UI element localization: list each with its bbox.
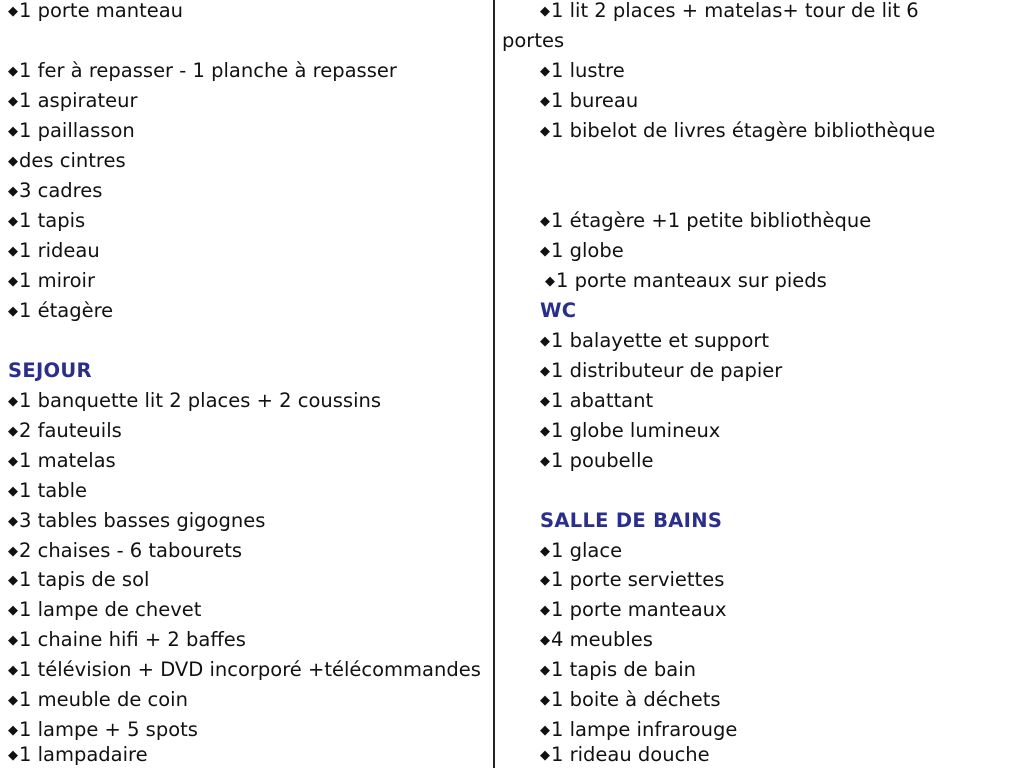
- list-item: ◆1 table: [8, 479, 87, 502]
- bullet-icon: ◆: [8, 214, 18, 229]
- list-item: ◆1 porte manteaux sur pieds: [545, 269, 827, 292]
- bullet-icon: ◆: [540, 693, 550, 708]
- bullet-icon: ◆: [8, 573, 18, 588]
- list-item: ◆1 rideau: [8, 239, 100, 262]
- bullet-icon: ◆: [8, 64, 18, 79]
- bullet-icon: ◆: [540, 748, 550, 763]
- column-divider: [493, 0, 495, 768]
- bullet-icon: ◆: [8, 244, 18, 259]
- list-item: ◆1 télévision + DVD incorporé +télécommandes: [8, 658, 481, 681]
- bullet-icon: ◆: [540, 573, 550, 588]
- list-item: ◆1 lustre: [540, 59, 625, 82]
- list-item: ◆1 porte manteau: [8, 0, 184, 22]
- bullet-icon: ◆: [540, 394, 550, 409]
- list-item: ◆1 porte manteaux: [540, 598, 727, 621]
- bullet-icon: ◆: [540, 424, 550, 439]
- list-item: ◆1 tapis: [8, 209, 86, 232]
- list-item: ◆1 bureau: [540, 89, 639, 112]
- bullet-icon: ◆: [8, 693, 18, 708]
- section-heading-salle-de-bains: SALLE DE BAINS: [540, 509, 723, 532]
- bullet-icon: ◆: [540, 723, 550, 738]
- list-item: ◆1 distributeur de papier: [540, 359, 783, 382]
- list-item: ◆1 lampadaire: [8, 743, 148, 766]
- section-heading-wc: WC: [540, 299, 577, 322]
- bullet-icon: ◆: [8, 484, 18, 499]
- bullet-icon: ◆: [8, 184, 18, 199]
- bullet-icon: ◆: [8, 723, 18, 738]
- list-item: ◆1 tapis de bain: [540, 658, 697, 681]
- bullet-icon: ◆: [540, 334, 550, 349]
- list-item: ◆1 miroir: [8, 269, 95, 292]
- bullet-icon: ◆: [8, 748, 18, 763]
- list-item: ◆1 paillasson: [8, 119, 135, 142]
- list-item: ◆3 cadres: [8, 179, 103, 202]
- list-item: ◆1 bibelot de livres étagère bibliothèque: [540, 119, 936, 142]
- list-item: ◆des cintres: [8, 149, 126, 172]
- bullet-icon: ◆: [8, 514, 18, 529]
- bullet-icon: ◆: [540, 544, 550, 559]
- list-item: ◆1 rideau douche: [540, 743, 710, 766]
- bullet-icon: ◆: [540, 633, 550, 648]
- list-item: ◆1 matelas: [8, 449, 116, 472]
- list-item: ◆1 poubelle: [540, 449, 654, 472]
- bullet-icon: ◆: [8, 274, 18, 289]
- list-item: ◆1 lampe + 5 spots: [8, 718, 198, 741]
- list-item: ◆1 aspirateur: [8, 89, 138, 112]
- bullet-icon: ◆: [540, 364, 550, 379]
- bullet-icon: ◆: [540, 244, 550, 259]
- bullet-icon: ◆: [540, 124, 550, 139]
- list-item: ◆1 balayette et support: [540, 329, 770, 352]
- bullet-icon: ◆: [8, 454, 18, 469]
- bullet-icon: ◆: [8, 94, 18, 109]
- list-item: ◆1 tapis de sol: [8, 568, 150, 591]
- list-item: ◆1 étagère +1 petite bibliothèque: [540, 209, 872, 232]
- list-item-continuation: portes: [502, 29, 565, 52]
- list-item: ◆1 fer à repasser - 1 planche à repasser: [8, 59, 397, 82]
- list-item: ◆1 lampe de chevet: [8, 598, 202, 621]
- bullet-icon: ◆: [8, 154, 18, 169]
- bullet-icon: ◆: [8, 663, 18, 678]
- list-item: ◆1 abattant: [540, 389, 654, 412]
- bullet-icon: ◆: [8, 394, 18, 409]
- bullet-icon: ◆: [8, 124, 18, 139]
- bullet-icon: ◆: [540, 64, 550, 79]
- list-item: ◆1 chaine hifi + 2 baffes: [8, 628, 246, 651]
- list-item: ◆1 banquette lit 2 places + 2 coussins: [8, 389, 382, 412]
- bullet-icon: ◆: [8, 544, 18, 559]
- list-item: ◆1 lampe infrarouge: [540, 718, 738, 741]
- list-item: ◆1 glace: [540, 539, 623, 562]
- list-item: ◆1 globe: [540, 239, 624, 262]
- section-heading-sejour: SEJOUR: [8, 359, 92, 382]
- list-item: ◆4 meubles: [540, 628, 653, 651]
- bullet-icon: ◆: [540, 603, 550, 618]
- list-item: ◆1 meuble de coin: [8, 688, 188, 711]
- list-item: ◆3 tables basses gigognes: [8, 509, 266, 532]
- bullet-icon: ◆: [8, 603, 18, 618]
- bullet-icon: ◆: [540, 454, 550, 469]
- bullet-icon: ◆: [8, 304, 18, 319]
- bullet-icon: ◆: [540, 94, 550, 109]
- list-item: ◆1 boite à déchets: [540, 688, 721, 711]
- bullet-icon: ◆: [540, 4, 550, 19]
- list-item: ◆1 porte serviettes: [540, 568, 725, 591]
- list-item: ◆2 fauteuils: [8, 419, 122, 442]
- list-item: ◆1 lit 2 places + matelas+ tour de lit 6: [540, 0, 919, 22]
- list-item: ◆1 étagère: [8, 299, 114, 322]
- bullet-icon: ◆: [8, 424, 18, 439]
- bullet-icon: ◆: [8, 4, 18, 19]
- bullet-icon: ◆: [540, 214, 550, 229]
- list-item: ◆1 globe lumineux: [540, 419, 721, 442]
- bullet-icon: ◆: [540, 663, 550, 678]
- bullet-icon: ◆: [8, 633, 18, 648]
- bullet-icon: ◆: [545, 274, 555, 289]
- list-item: ◆2 chaises - 6 tabourets: [8, 539, 243, 562]
